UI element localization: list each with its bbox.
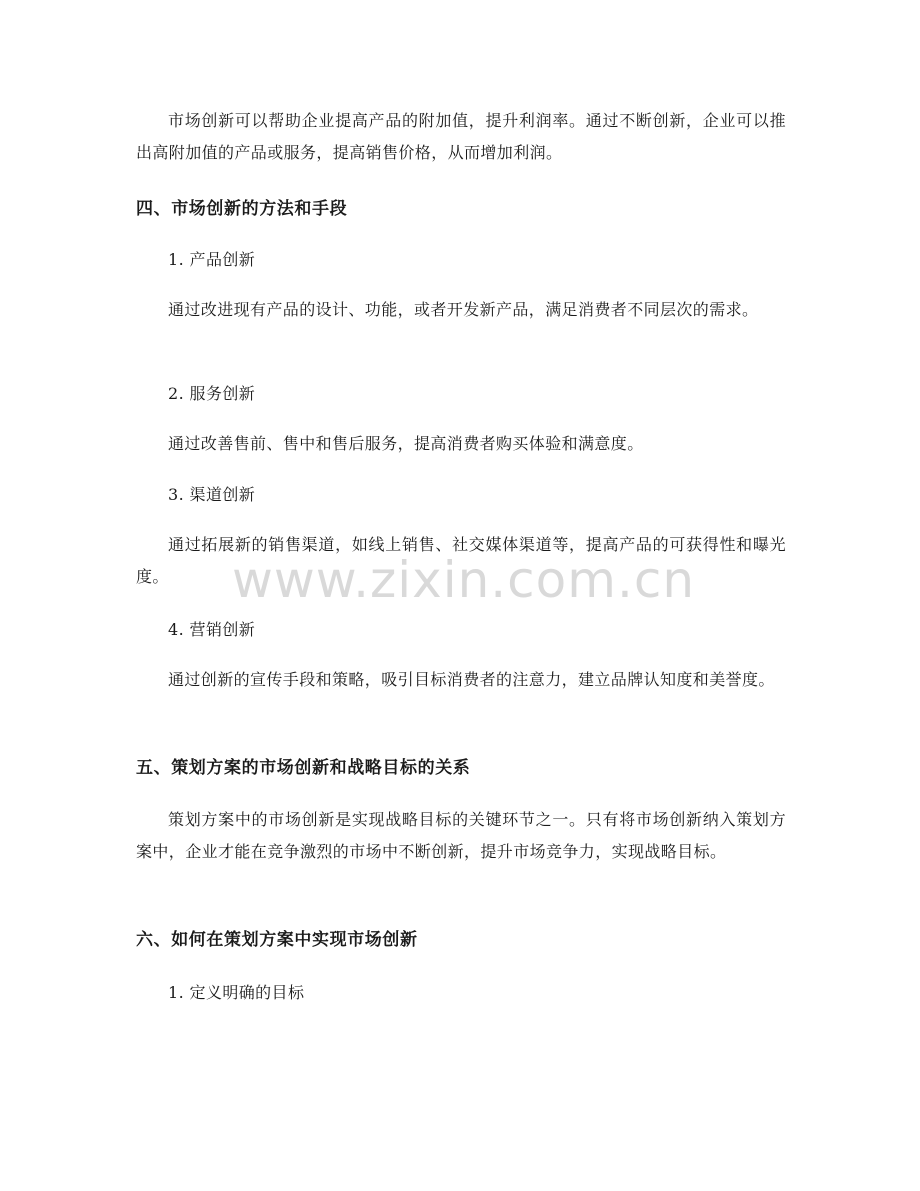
section-4-item-3-label: 3. 渠道创新	[168, 485, 256, 504]
section-4-item-1-label: 1. 产品创新	[168, 250, 256, 269]
section-5-heading: 五、策划方案的市场创新和战略目标的关系	[136, 758, 471, 778]
section-4-item-4-label: 4. 营销创新	[168, 620, 256, 639]
section-6-item-1-label: 1. 定义明确的目标	[168, 983, 305, 1002]
section-4-item-2-label: 2. 服务创新	[168, 384, 256, 403]
section-4-item-1-text: 通过改进现有产品的设计、功能，或者开发新产品，满足消费者不同层次的需求。	[168, 300, 759, 319]
section-6-heading: 六、如何在策划方案中实现市场创新	[136, 930, 418, 950]
intro-paragraph: 市场创新可以帮助企业提高产品的附加值，提升利润率。通过不断创新，企业可以推出高附加值的产品或服务，提高销售价格，从而增加利润。	[136, 111, 786, 162]
section-4-item-4-text: 通过创新的宣传手段和策略，吸引目标消费者的注意力，建立品牌认知度和美誉度。	[168, 670, 775, 689]
watermark: www.zixin.com.cn	[232, 551, 696, 609]
section-4-item-3-text: 通过拓展新的销售渠道，如线上销售、社交媒体渠道等，提高产品的可获得性和曝光度。	[136, 535, 786, 586]
section-4-heading: 四、市场创新的方法和手段	[136, 199, 348, 219]
section-5-paragraph: 策划方案中的市场创新是实现战略目标的关键环节之一。只有将市场创新纳入策划方案中，企业才能在竞争激烈的市场中不断创新，提升市场竞争力，实现战略目标。	[136, 810, 786, 861]
section-4-item-2-text: 通过改善售前、售中和售后服务，提高消费者购买体验和满意度。	[168, 434, 644, 453]
